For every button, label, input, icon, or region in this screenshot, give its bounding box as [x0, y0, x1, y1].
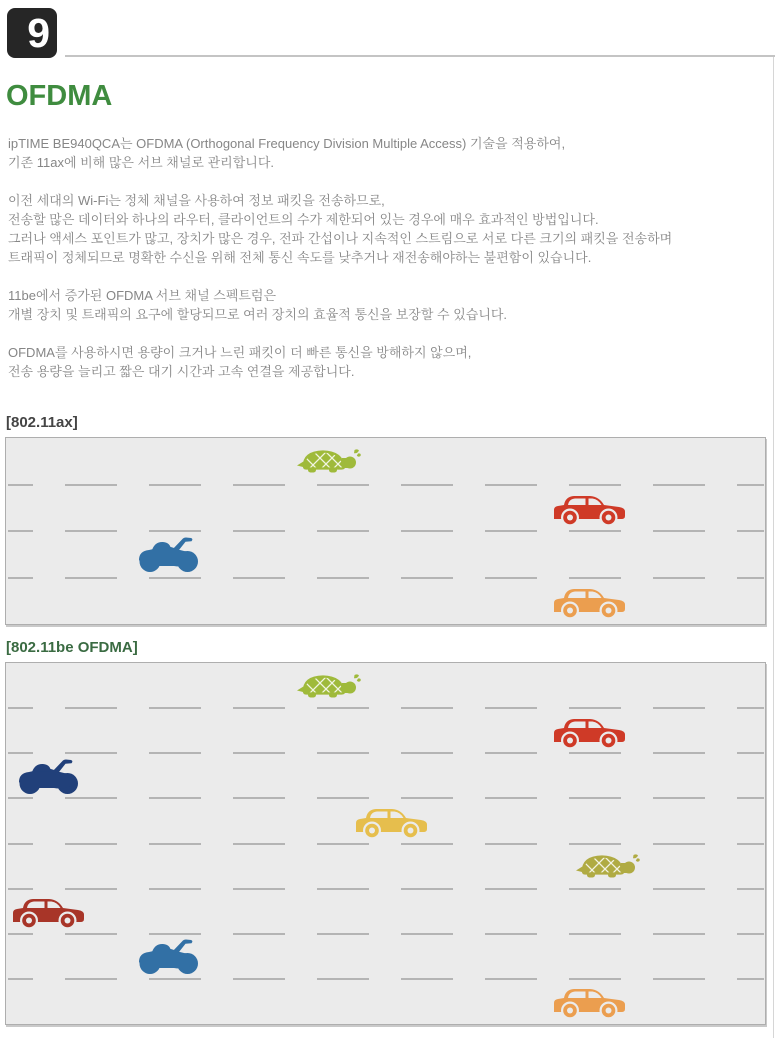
intro-line: 11be에서 증가된 OFDMA 서브 채널 스펙트럼은	[8, 288, 277, 303]
diagram-label-802-11be-ofdma: [802.11be OFDMA]	[6, 639, 138, 656]
green-turtle-icon	[297, 449, 361, 473]
section-number-badge	[7, 8, 57, 58]
orange-car-icon	[551, 584, 628, 618]
intro-line: 기존 11ax에 비해 많은 서브 채널로 관리합니다.	[8, 155, 274, 170]
lane-divider	[8, 707, 764, 709]
section-number: 9	[27, 10, 50, 56]
intro-line: OFDMA를 사용하시면 용량이 크거나 느린 패킷이 더 빠른 통신을 방해하지 않으며,	[8, 345, 472, 360]
red-car-icon	[551, 714, 628, 748]
intro-paragraph	[8, 191, 764, 267]
diagram-802-11ax	[5, 414, 766, 625]
intro-line: 이전 세대의 Wi-Fi는 정체 채널을 사용하여 정보 패킷을 전송하므로,	[8, 193, 385, 208]
green-turtle-icon	[297, 674, 361, 698]
intro-line: ipTIME BE940QCA는 OFDMA (Orthogonal Frequency Division Multiple Access) 기술을 적용하여,	[8, 136, 566, 151]
diagram-label-802-11ax: [802.11ax]	[6, 414, 78, 431]
blue-atv-icon	[138, 536, 200, 572]
intro-paragraph	[8, 134, 764, 172]
intro-line: 그러나 액세스 포인트가 많고, 장치가 많은 경우, 전파 간섭이나 지속적인 스트림으로 서로 다른 크기의 패킷을 전송하며	[8, 231, 673, 246]
intro-line: 전송 용량을 늘리고 짧은 대기 시간과 고속 연결을 제공합니다.	[8, 364, 355, 379]
lane-divider	[8, 752, 764, 754]
intro-line: 개별 장치 및 트래픽의 요구에 할당되므로 여러 장치의 효율적 통신을 보장할 수 있습니다.	[8, 307, 508, 322]
lane-divider	[8, 484, 764, 486]
blue-atv-icon	[138, 938, 200, 974]
lane-divider	[8, 797, 764, 799]
lane-divider	[8, 577, 764, 579]
lane-divider	[8, 978, 764, 980]
dark-red-car-icon	[10, 894, 87, 928]
navy-atv-icon	[18, 758, 80, 794]
orange-car-icon	[551, 984, 628, 1018]
lane-divider	[8, 843, 764, 845]
diagram-802-11be-ofdma	[5, 639, 766, 1025]
page-right-border	[773, 57, 774, 1038]
olive-turtle-icon	[576, 854, 640, 878]
intro-paragraph	[8, 286, 764, 324]
intro-line: 전송할 많은 데이터와 하나의 라우터, 클라이언트의 수가 제한되어 있는 경우에 매우 효과적인 방법입니다.	[8, 212, 599, 227]
intro-line: 트래픽이 정체되므로 명확한 수신을 위해 전체 통신 속도를 낮추거나 재전송해야하는 불편함이 있습니다.	[8, 250, 592, 265]
red-car-icon	[551, 491, 628, 525]
lane-divider	[8, 933, 764, 935]
lane-divider	[8, 888, 764, 890]
page-title: OFDMA	[6, 80, 113, 112]
title-rule	[65, 55, 775, 57]
yellow-car-icon	[353, 804, 430, 838]
intro-paragraph	[8, 343, 764, 381]
intro-text	[8, 134, 764, 400]
lane-divider	[8, 530, 764, 532]
